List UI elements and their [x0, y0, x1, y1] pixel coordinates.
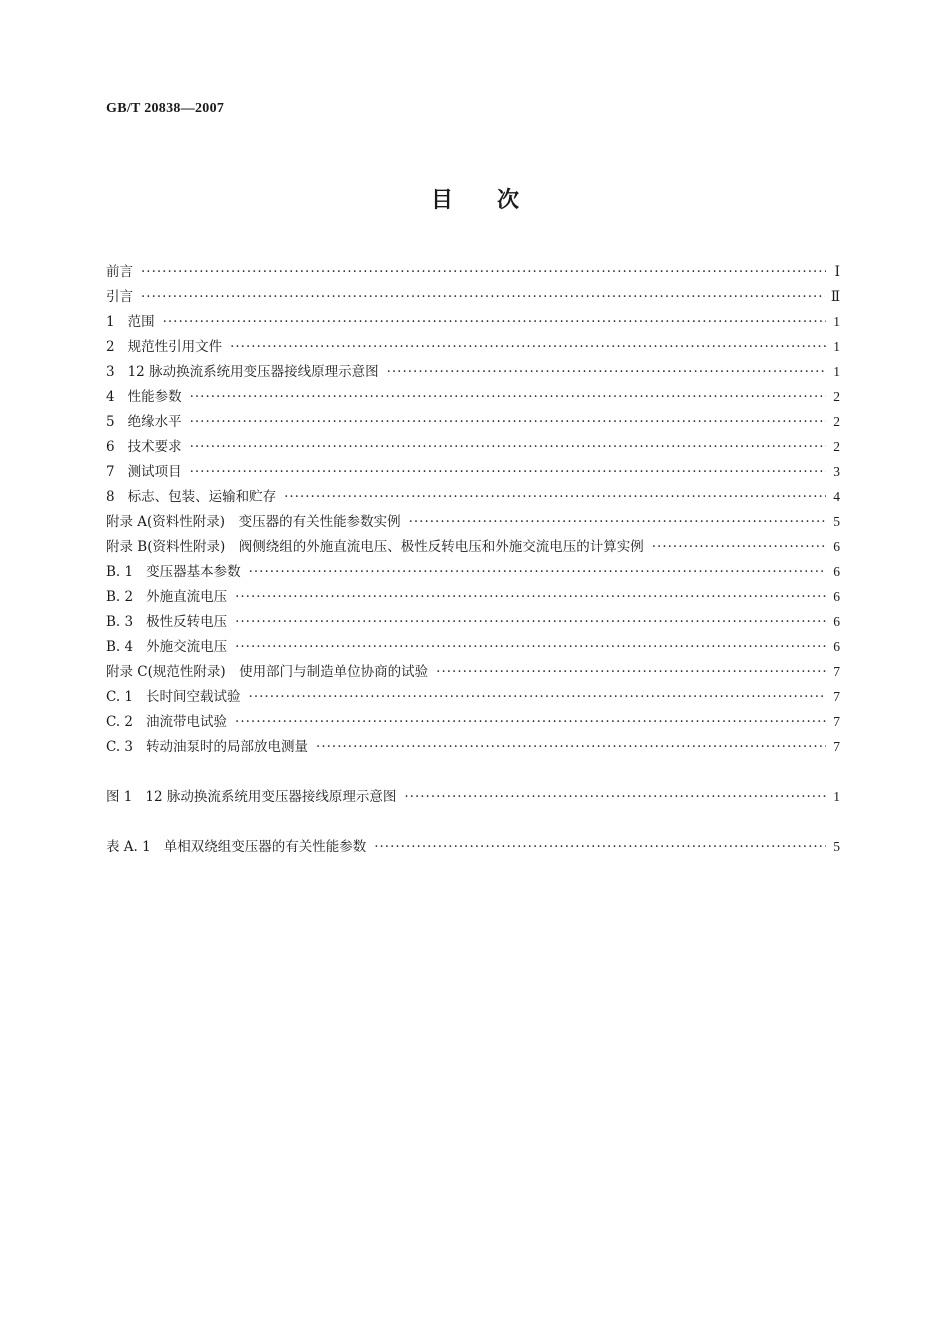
toc-text: 附录 B(资料性附录) 阀侧绕组的外施直流电压、极性反转电压和外施交流电压的计算实例 — [106, 539, 644, 555]
toc-number: 图 1 — [106, 789, 133, 805]
toc-text: 油流带电试验 — [146, 714, 228, 730]
toc-text: 附录 C(规范性附录) 使用部门与制造单位协商的试验 — [106, 664, 429, 680]
toc-label — [106, 260, 133, 280]
leader-dots — [387, 364, 826, 380]
leader-dots — [652, 539, 826, 555]
toc-label — [106, 535, 644, 555]
toc-text: 外施直流电压 — [146, 589, 228, 605]
toc-label — [106, 485, 276, 505]
toc-row[interactable] — [106, 710, 840, 735]
toc-label — [106, 385, 182, 405]
toc-label — [106, 610, 227, 630]
toc-label — [106, 785, 396, 805]
toc-row[interactable] — [106, 535, 840, 560]
leader-dots — [374, 839, 826, 855]
leader-dots — [190, 389, 826, 405]
toc-number: 7 — [106, 464, 115, 480]
toc-page-number: 5 — [833, 839, 840, 854]
toc-label — [106, 710, 227, 730]
toc-number: 5 — [106, 414, 115, 430]
toc-text: 12 脉动换流系统用变压器接线原理示意图 — [127, 364, 379, 380]
leader-dots — [235, 614, 826, 630]
toc-label — [106, 660, 428, 680]
toc-row[interactable] — [106, 435, 840, 460]
toc-text: 变压器基本参数 — [146, 564, 241, 580]
toc-row[interactable] — [106, 585, 840, 610]
toc-label — [106, 435, 182, 455]
toc-row[interactable] — [106, 460, 840, 485]
toc-text: 标志、包装、运输和贮存 — [127, 489, 277, 505]
leader-dots — [436, 664, 826, 680]
toc-page-number: 1 — [833, 339, 840, 354]
toc-label — [106, 285, 133, 305]
toc-row[interactable] — [106, 735, 840, 760]
toc-number: 3 — [106, 364, 115, 380]
toc-label — [106, 585, 227, 605]
toc-row[interactable] — [106, 360, 840, 385]
toc-page-number: 1 — [833, 364, 840, 379]
leader-dots — [316, 739, 826, 755]
toc-text: 12 脉动换流系统用变压器接线原理示意图 — [145, 789, 397, 805]
toc-row[interactable] — [106, 385, 840, 410]
toc-text: 绝缘水平 — [127, 414, 182, 430]
toc-number: 8 — [106, 489, 115, 505]
toc-label — [106, 360, 379, 380]
toc-entries — [106, 260, 840, 760]
toc-row[interactable] — [106, 560, 840, 585]
toc-row[interactable] — [106, 785, 840, 810]
toc-label — [106, 735, 308, 755]
page-title: 目 次 — [430, 187, 519, 213]
toc-text: 附录 A(资料性附录) 变压器的有关性能参数实例 — [106, 514, 401, 530]
toc-label — [106, 510, 401, 530]
toc-text: 转动油泵时的局部放电测量 — [146, 739, 309, 755]
toc-text: 技术要求 — [127, 439, 182, 455]
table-of-contents — [106, 260, 840, 860]
spacer — [106, 810, 840, 835]
toc-page-number: 6 — [833, 564, 840, 579]
toc-page-number: 2 — [833, 439, 840, 454]
leader-dots — [190, 439, 826, 455]
toc-text: 长时间空载试验 — [146, 689, 241, 705]
toc-text: 规范性引用文件 — [127, 339, 223, 355]
toc-label — [106, 685, 241, 705]
toc-row[interactable] — [106, 635, 840, 660]
toc-label — [106, 335, 222, 355]
toc-page-number: Ⅰ — [834, 264, 840, 279]
leader-dots — [235, 589, 826, 605]
leader-dots — [249, 689, 826, 705]
toc-page-number: Ⅱ — [830, 289, 840, 304]
toc-number: B. 2 — [106, 589, 134, 605]
leader-dots — [404, 789, 826, 805]
toc-number: B. 3 — [106, 614, 134, 630]
toc-row[interactable] — [106, 310, 840, 335]
leader-dots — [235, 639, 826, 655]
toc-page-number: 6 — [833, 589, 840, 604]
toc-page-number: 2 — [833, 414, 840, 429]
toc-page-number: 7 — [833, 664, 840, 679]
toc-text: 范围 — [127, 314, 155, 330]
leader-dots — [163, 314, 826, 330]
toc-label — [106, 635, 227, 655]
toc-page-number: 6 — [833, 639, 840, 654]
toc-page-number: 2 — [833, 389, 840, 404]
toc-number: C. 2 — [106, 714, 134, 730]
toc-text: 前言 — [106, 264, 133, 280]
toc-row[interactable] — [106, 285, 840, 310]
toc-text: 外施交流电压 — [146, 639, 228, 655]
toc-page-number: 4 — [833, 489, 840, 504]
toc-number: 4 — [106, 389, 115, 405]
toc-row[interactable] — [106, 510, 840, 535]
toc-page-number: 7 — [833, 739, 840, 754]
standard-code: GB/T 20838—2007 — [106, 101, 225, 116]
toc-page-number: 1 — [833, 314, 840, 329]
toc-row[interactable] — [106, 685, 840, 710]
leader-dots — [409, 514, 826, 530]
toc-label — [106, 835, 366, 855]
toc-row[interactable] — [106, 660, 840, 685]
toc-label — [106, 560, 241, 580]
toc-row[interactable] — [106, 485, 840, 510]
leader-dots — [141, 289, 825, 305]
leader-dots — [249, 564, 826, 580]
toc-label — [106, 410, 182, 430]
toc-figures — [106, 785, 840, 810]
toc-number: 表 A. 1 — [106, 839, 151, 855]
toc-number: C. 1 — [106, 689, 134, 705]
toc-text: 性能参数 — [127, 389, 182, 405]
toc-number: B. 4 — [106, 639, 134, 655]
toc-number: B. 1 — [106, 564, 134, 580]
toc-tables — [106, 835, 840, 860]
toc-row[interactable] — [106, 260, 840, 285]
toc-page-number: 1 — [833, 789, 840, 804]
toc-page-number: 6 — [833, 539, 840, 554]
leader-dots — [141, 264, 826, 280]
toc-row[interactable] — [106, 335, 840, 360]
toc-number: C. 3 — [106, 739, 134, 755]
toc-text: 测试项目 — [127, 464, 182, 480]
spacer — [106, 760, 840, 785]
leader-dots — [235, 714, 826, 730]
toc-row[interactable] — [106, 410, 840, 435]
toc-text: 引言 — [106, 289, 133, 305]
toc-page-number: 7 — [833, 714, 840, 729]
toc-text: 极性反转电压 — [146, 614, 228, 630]
toc-page-number: 7 — [833, 689, 840, 704]
toc-number: 6 — [106, 439, 115, 455]
toc-text: 单相双绕组变压器的有关性能参数 — [163, 839, 367, 855]
toc-page-number: 6 — [833, 614, 840, 629]
toc-number: 2 — [106, 339, 115, 355]
toc-page-number: 3 — [833, 464, 840, 479]
toc-label — [106, 310, 155, 330]
toc-row[interactable] — [106, 835, 840, 860]
toc-number: 1 — [106, 314, 115, 330]
toc-row[interactable] — [106, 610, 840, 635]
leader-dots — [284, 489, 826, 505]
leader-dots — [230, 339, 826, 355]
leader-dots — [190, 414, 826, 430]
leader-dots — [190, 464, 826, 480]
toc-page-number: 5 — [833, 514, 840, 529]
toc-label — [106, 460, 182, 480]
